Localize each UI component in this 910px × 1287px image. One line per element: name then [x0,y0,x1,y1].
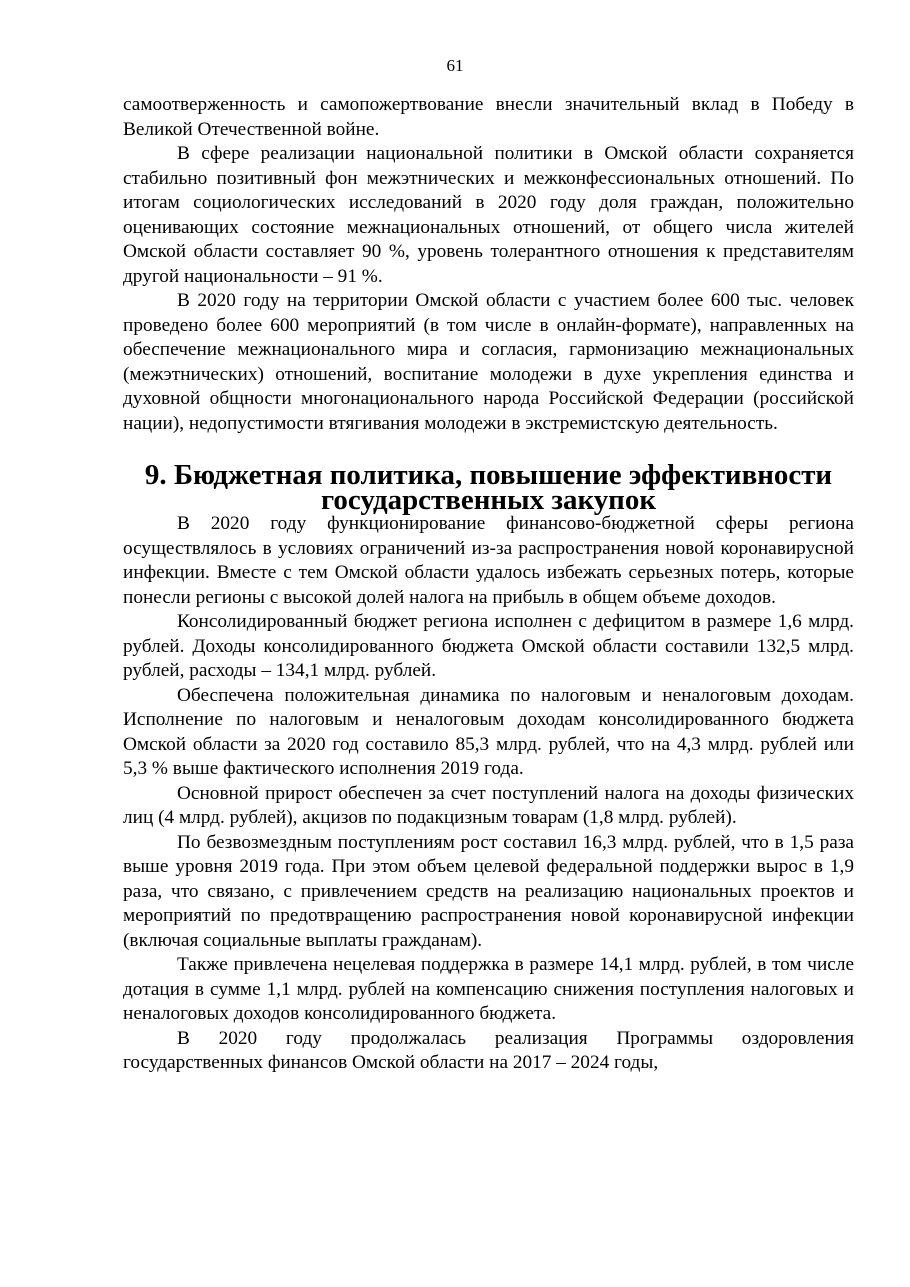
paragraph-recovery-program: В 2020 году продолжалась реализация Программы оздоровления государственных финансов Омской области на 2017 – 2024 годы, [123,1027,854,1073]
paragraph-consolidated-budget: Консолидированный бюджет региона исполнен с дефицитом в размере 1,6 млрд. рублей. Доходы консолидированного бюджета Омской области составили 132,5 млрд. рублей, расходы – 134,1 млрд. рублей. [123,611,854,681]
paragraph-events: В 2020 году на территории Омской области с участием более 600 тыс. человек проведено более 600 мероприятий (в том числе в онлайн-формате), направленных на обеспечение межнационального мира и согласия, гармонизацию межнациональных (межэтнических) отношений, воспитание молодежи в духе укрепления единства и духовной общности многонационального народа Российской Федерации (российской нации), недопустимости втягивания молодежи в экстремистскую деятельность. [123,290,854,434]
section-heading: 9. Бюджетная политика, повышение эффективности государственных закупок [144,459,833,516]
paragraph-national-policy: В сфере реализации национальной политики в Омской области сохраняется стабильно позитивный фон межэтнических и межконфессиональных отношений. По итогам социологических исследований в 2020 году доля граждан, положительно оценивающих состояние межнациональных отношений, от общего числа жителей Омской области составляет 90 %, уровень толерантного отношения к представителям другой национальности – 91 %. [123,143,854,287]
paragraph-tax-revenue: Обеспечена положительная динамика по налоговым и неналоговым доходам. Исполнение по налоговым и неналоговым доходам консолидированного бюджета Омской области за 2020 год составило 85,3 млрд. рублей, что на 4,3 млрд. рублей или 5,3 % выше фактического исполнения 2019 года. [123,684,854,779]
paragraph-gratuitous-receipts: По безвозмездным поступлениям рост составил 16,3 млрд. рублей, что в 1,5 раза выше уровня 2019 года. При этом объем целевой федеральной поддержки вырос в 1,9 раза, что связано, с привлечением средств на реализацию национальных проектов и мероприятий по предотвращению распространения новой коронавирусной инфекции (включая социальные выплаты гражданам). [123,831,854,951]
paragraph-budget-conditions: В 2020 году функционирование финансово-бюджетной сферы региона осуществлялось в условиях ограничений из-за распространения новой коронавирусной инфекции. Вместе с тем Омской области удалось избежать серьезных потерь, которые понесли регионы с высокой долей налога на прибыль в общем объеме доходов. [123,513,854,608]
continuation-paragraph: самоотверженность и самопожертвование внесли значительный вклад в Победу в Великой Отечественной войне. [123,94,854,140]
page-body [123,93,854,1076]
paragraph-main-growth: Основной прирост обеспечен за счет поступлений налога на доходы физических лиц (4 млрд. рублей), акцизов по подакцизным товарам (1,8 млрд. рублей). [123,782,854,828]
paragraph-non-targeted-support: Также привлечена нецелевая поддержка в размере 14,1 млрд. рублей, в том числе дотация в сумме 1,1 млрд. рублей на компенсацию снижения поступления налоговых и неналоговых доходов консолидированного бюджета. [123,954,854,1024]
page-number: 61 [446,56,464,75]
